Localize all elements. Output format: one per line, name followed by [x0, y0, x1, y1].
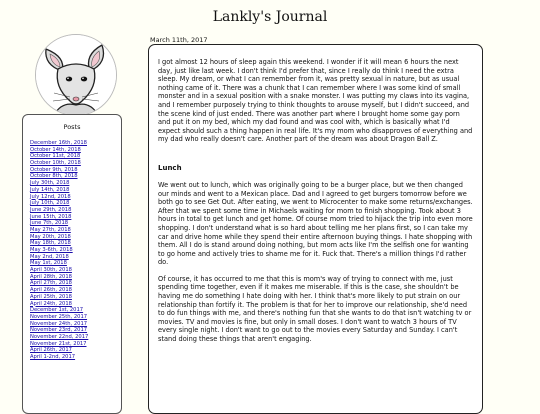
post-link[interactable]: June 7th, 2018	[30, 220, 69, 227]
posts-title: Posts	[63, 123, 81, 131]
post-list-item	[30, 190, 121, 200]
post-list-item	[30, 210, 121, 220]
post-link[interactable]: April 26th, 2018	[30, 287, 72, 294]
post-link[interactable]: May 18th, 2018	[30, 240, 71, 247]
post-list-item	[30, 136, 121, 146]
post-paragraph: Of course, it has occurred to me that this is mom's way of trying to connect with me, just spending time together, even if it makes me miserable. If this is the case, she shouldn't be having me do something I hate doing with her. I think that's more likely to put strain on our relationship than fortify it. The problem is that for her to improve our relationship, she'd need to do fun things with me, and there's nothing fun that she wants to do that isn't watching tv or movies. TV and movies is fine, but only in small doses. I don't want to watch 3 hours of TV every single night. I don't want to go out to the movies every Saturday and Sunday. I can't stand doing these things that aren't engaging.	[158, 274, 472, 344]
post-link[interactable]: November 25th, 2017	[30, 313, 88, 320]
post-list-item	[30, 183, 121, 193]
post-list-item	[30, 143, 121, 153]
post-list-item	[30, 230, 121, 240]
post-list-item	[30, 330, 121, 340]
post-link[interactable]: April 27th, 2018	[30, 280, 72, 287]
post-list-item	[30, 163, 121, 173]
post-link[interactable]: October 8th, 2018	[30, 173, 78, 180]
post-list-item	[30, 283, 121, 294]
posts-list	[23, 136, 121, 360]
post-link[interactable]: July 14th, 2018	[30, 186, 70, 193]
post-list-item	[30, 320, 121, 334]
post-list-item	[30, 243, 121, 253]
post-link[interactable]: April 28th, 2018	[30, 273, 72, 280]
post-list-item	[30, 223, 121, 233]
post-link[interactable]: May 2nd, 2018	[30, 253, 69, 260]
post-list-item	[30, 213, 121, 227]
post-heading: Lunch	[158, 163, 182, 172]
post-link[interactable]: October 11st, 2018	[30, 153, 81, 160]
post-list-item	[30, 193, 121, 207]
post-link[interactable]: November 23rd, 2017	[30, 327, 88, 334]
post-list-item	[30, 253, 121, 267]
post-list-item	[30, 297, 121, 307]
post-link[interactable]: October 9th, 2018	[30, 166, 78, 173]
post-link[interactable]: April 24th, 2018	[30, 300, 72, 307]
avatar	[35, 34, 117, 116]
post-list-item	[30, 270, 121, 280]
post-link[interactable]: November 21st, 2017	[30, 340, 87, 347]
post-link[interactable]: October 10th, 2018	[30, 160, 81, 167]
post-paragraph: I got almost 12 hours of sleep again this weekend. I wonder if it will mean 6 hours the next day, just like last week. I don't think I'd prefer that, since I really do think I need the extra sleep. My dream, or what I can remember from it, was pretty sexual in nature, but as usual nothing came of it. There was a chunk that I can remember where I was some kind of small monster and in a sexual position with a snake monster. I was putting my claws into its vagina, and I remember purposely trying to think thoughts to arouse myself, but I didn't succeed, and the scene kind of just ended. There was another part where I brought home some gay porn and put it on my bed, which my dad found and was cool with, which is basically what I'd expect should such a thing happen in real life. It's my mom who disapproves of everything and my dad who really doesn't care. Another part of the dream was about Dragon Ball Z.	[158, 58, 473, 144]
post-paragraph: We went out to lunch, which was originally going to be a burger place, but we then changed our minds and went to a Mexican place. Dad and I agreed to get burgers tomorrow before we both go to see Get Out. After eating, we went to Microcenter to make some returns/exchanges. After that we spent some time in Michaels waiting for mom to finish shopping. Took about 3 hours in total to get lunch and get home. Of course mom tried to hijack the trip into even more shopping. I don't understand what is so hard about telling me her plans first, so I can take my car and drive home while they spend their entire afternoon buying things. I hate shopping with them. All I do is stand around doing nothing, but mom acts like I'm the selfish one for wanting to go home and actively tries to shame me for it. Fuck that. There's a million things I'd rather do.	[158, 180, 473, 267]
post-list-item	[30, 350, 121, 360]
rat-drawing-icon	[36, 35, 116, 115]
post-link[interactable]: July 10th, 2018	[30, 200, 70, 207]
post-link[interactable]: May 20th, 2018	[30, 233, 71, 240]
post-link[interactable]: December 1st, 2017	[30, 307, 84, 314]
site-title: Lankly's Journal	[212, 9, 328, 25]
post-link[interactable]: July 30th, 2018	[30, 180, 70, 187]
post-link[interactable]: November 22nd, 2017	[30, 333, 89, 340]
post-list-item	[30, 273, 121, 287]
post-list-item	[30, 300, 121, 314]
post-link[interactable]: June 29th, 2018	[30, 206, 72, 213]
post-link[interactable]: April 25th, 2018	[30, 293, 72, 300]
post-list-item	[30, 290, 121, 300]
post-list-item	[30, 310, 121, 320]
post-link[interactable]: July 12nd, 2018	[30, 193, 71, 200]
post-link[interactable]: May 3-6th, 2018	[30, 247, 73, 253]
post-list-item	[30, 317, 121, 327]
post-link[interactable]: June 15th, 2018	[30, 213, 72, 220]
post-link[interactable]: April 1-2nd, 2017	[30, 354, 76, 360]
post-link[interactable]: April 30th, 2018	[30, 267, 72, 274]
post-body	[148, 44, 483, 414]
post-date: March 11th, 2017	[150, 36, 208, 44]
posts-sidebar	[22, 114, 122, 414]
post-link[interactable]: May 27th, 2018	[30, 226, 71, 233]
post-link[interactable]: October 14th, 2018	[30, 146, 81, 153]
post-link[interactable]: April 26th, 2017	[30, 347, 72, 354]
post-list-item	[30, 166, 121, 180]
post-link[interactable]: November 24th, 2017	[30, 320, 88, 327]
post-link[interactable]: December 16th, 2018	[30, 140, 87, 146]
post-list-item	[30, 233, 121, 247]
post-list-item	[30, 250, 121, 260]
post-list-item	[30, 263, 121, 274]
post-list-item	[30, 146, 121, 160]
post-list-item	[30, 337, 121, 347]
post-list-item	[30, 203, 121, 213]
post-link[interactable]: May 1st, 2018	[30, 260, 67, 267]
post-list-item	[30, 156, 121, 167]
